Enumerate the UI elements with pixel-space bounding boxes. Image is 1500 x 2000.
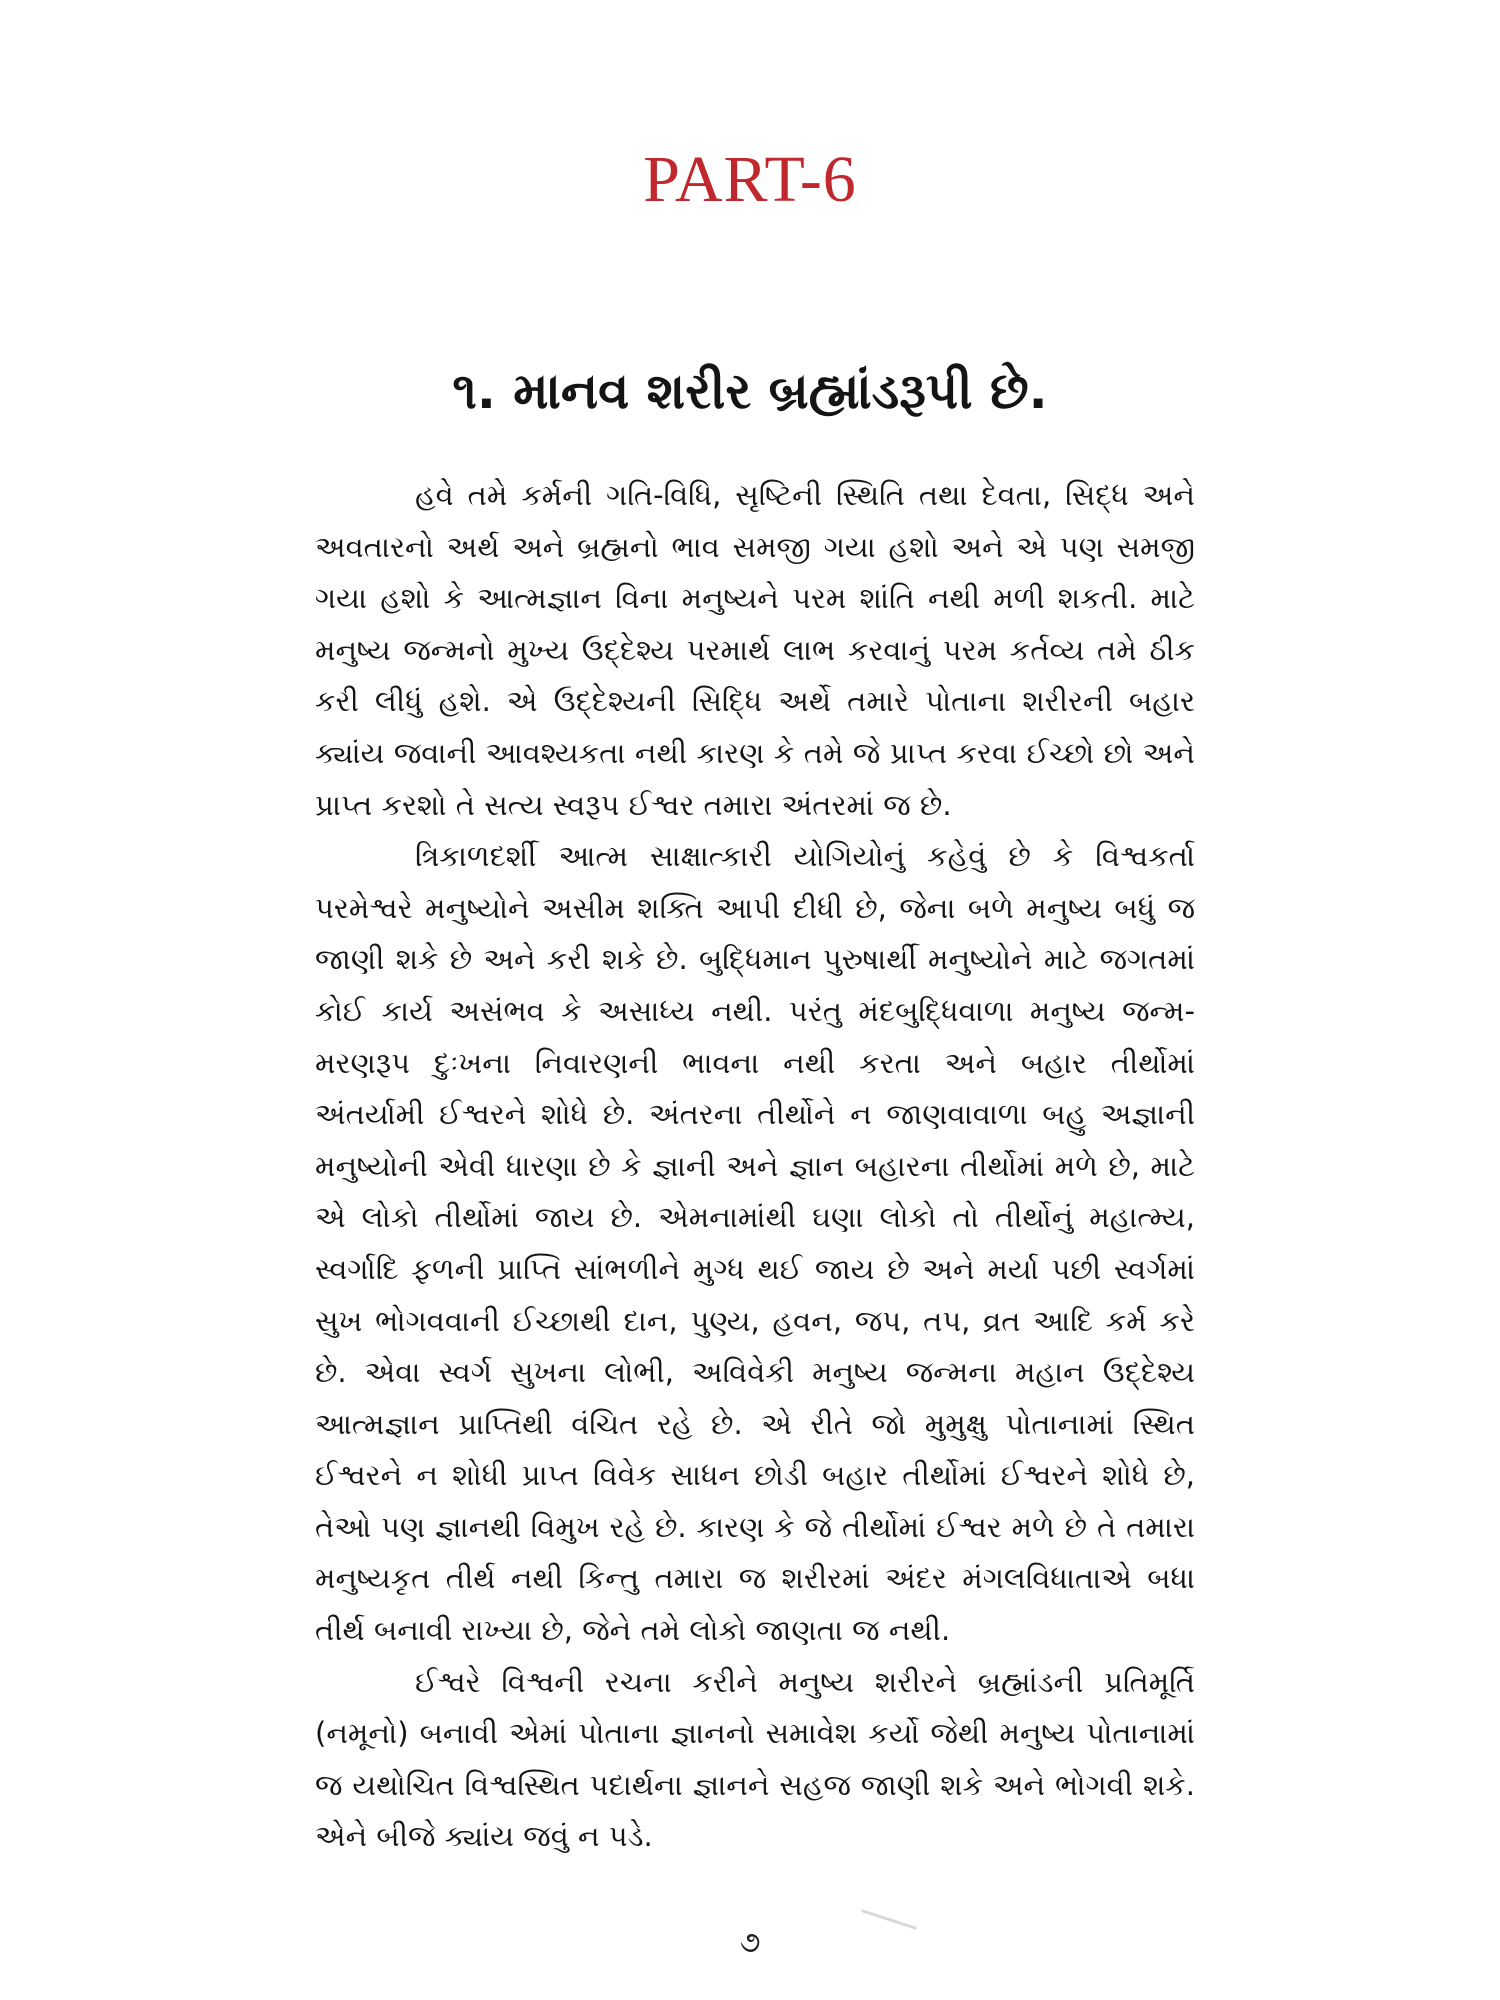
page-number: ૭ [739, 1925, 761, 1960]
part-title: PART-6 [643, 143, 857, 216]
paragraph-3: ઈશ્વરે વિશ્વની રચના કરીને મનુષ્ય શરીરને બ્રહ્માંડની પ્રતિમૂર્તિ (નમૂનો) બનાવી એમાં પોતાના જ્ઞાનનો સમાવેશ કર્યો જેથી મનુષ્ય પોતાનામાં જ યથોચિત વિશ્વસ્થિત પદાર્થના જ્ઞાનને સહજ જાણી શકે અને ભોગવી શકે. એને બીજે ક્યાંય જવું ન પડે. [315, 1664, 1195, 1854]
paragraph-1: હવે તમે કર્મની ગતિ-વિધિ, સૃષ્ટિની સ્થિતિ તથા દેવતા, સિદ્ધ અને અવતારનો અર્થ અને બ્રહ્મનો ભાવ સમજી ગયા હશો અને એ પણ સમજી ગયા હશો કે આત્મજ્ઞાન વિના મનુષ્યને પરમ શાંતિ નથી મળી શકતી. માટે મનુષ્ય જન્મનો મુખ્ય ઉદ્દેશ્ય પરમાર્થ લાભ કરવાનું પરમ કર્તવ્ય તમે ઠીક કરી લીધું હશે. એ ઉદ્દેશ્યની સિદ્ધિ અર્થે તમારે પોતાના શરીરની બહાર ક્યાંય જવાની આવશ્યકતા નથી કારણ કે તમે જે પ્રાપ્ત કરવા ઈચ્છો છો અને પ્રાપ્ત કરશો તે સત્ય સ્વરૂપ ઈશ્વર તમારા અંતરમાં જ છે. [315, 478, 1195, 822]
paragraph-2: ત્રિકાળદર્શી આત્મ સાક્ષાત્કારી યોગિયોનું કહેવું છે કે વિશ્વકર્તા પરમેશ્વરે મનુષ્યોને અસીમ શક્તિ આપી દીધી છે, જેના બળે મનુષ્ય બધું જ જાણી શકે છે અને કરી શકે છે. બુદ્ધિમાન પુરુષાર્થી મનુષ્યોને માટે જગતમાં કોઈ કાર્ય અસંભવ કે અસાધ્ય નથી. પરંતુ મંદબુદ્ધિવાળા મનુષ્ય જન્મ-મરણરૂપ દુઃખના નિવારણની ભાવના નથી કરતા અને બહાર તીર્થોમાં અંતર્યામી ઈશ્વરને શોધે છે. અંતરના તીર્થોને ન જાણવાવાળા બહુ અજ્ઞાની મનુષ્યોની એવી ધારણા છે કે જ્ઞાની અને જ્ઞાન બહારના તીર્થોમાં મળે છે, માટે એ લોકો તીર્થોમાં જાય છે. એમનામાંથી ઘણા લોકો તો તીર્થોનું મહાત્મ્ય, સ્વર્ગાદિ ફળની પ્રાપ્તિ સાંભળીને મુગ્ધ થઈ જાય છે અને મર્યા પછી સ્વર્ગમાં સુખ ભોગવવાની ઈચ્છાથી દાન, પુણ્ય, હવન, જપ, તપ, વ્રત આદિ કર્મ કરે છે. એવા સ્વર્ગ સુખના લોભી, અવિવેકી મનુષ્ય જન્મના મહાન ઉદ્દેશ્ય આત્મજ્ઞાન પ્રાપ્તિથી વંચિત રહે છે. એ રીતે જો મુમુક્ષુ પોતાનામાં સ્થિત ઈશ્વરને ન શોધી પ્રાપ્ત વિવેક સાધન છોડી બહાર તીર્થોમાં ઈશ્વરને શોધે છે, તેઓ પણ જ્ઞાનથી વિમુખ રહે છે. કારણ કે જે તીર્થોમાં ઈશ્વર મળે છે તે તમારા મનુષ્યકૃત તીર્થ નથી કિન્તુ તમારા જ શરીરમાં અંદર મંગલવિધાતાએ બધા તીર્થ બનાવી રાખ્યા છે, જેને તમે લોકો જાણતા જ નથી. [315, 839, 1195, 1648]
body-text [315, 470, 1195, 1863]
chapter-heading: ૧. માનવ શરીર બ્રહ્માંડરૂપી છે. [452, 362, 1048, 420]
